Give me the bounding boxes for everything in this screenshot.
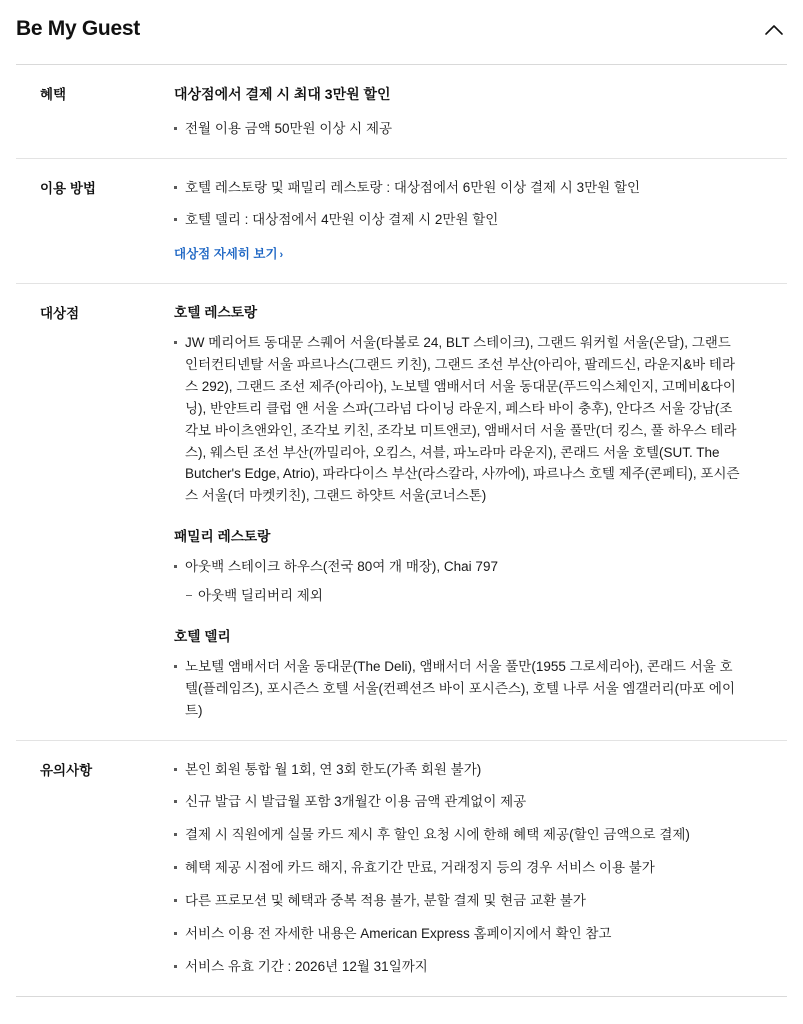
row-body	[174, 177, 787, 266]
table-row-benefit	[16, 65, 787, 159]
table-row-notes	[16, 741, 787, 997]
chevron-right-icon: ›	[279, 249, 284, 262]
notes-list	[174, 759, 741, 978]
section-header	[16, 0, 787, 64]
benefit-list	[174, 118, 741, 140]
list-item: 본인 회원 통합 월 1회, 연 3회 한도(가족 회원 불가)	[174, 759, 741, 781]
table-row-stores	[16, 284, 787, 740]
row-body	[174, 302, 787, 721]
list-item: 혜택 제공 시점에 카드 해지, 유효기간 만료, 거래정지 등의 경우 서비스 이용 불가	[174, 857, 741, 879]
benefit-headline: 대상점에서 결제 시 최대 3만원 할인	[174, 86, 391, 102]
chevron-up-icon[interactable]	[761, 16, 787, 42]
row-body	[174, 759, 787, 978]
list-item: 결제 시 직원에게 실물 카드 제시 후 할인 요청 시에 한해 혜택 제공(할인 금액으로 결제)	[174, 824, 741, 846]
list-item: 노보텔 앰배서더 서울 동대문(The Deli), 앰배서더 서울 풀만(1955 그로세리아), 콘래드 서울 호텔(플레임즈), 포시즌스 호텔 서울(컨펙션즈 바이 포시즌스), 호텔 나루 서울 엠갤러리(마포 에이트)	[174, 656, 741, 722]
list-item: 서비스 이용 전 자세한 내용은 American Express 홈페이지에서 확인 참고	[174, 923, 741, 945]
usage-list	[174, 177, 741, 232]
row-label: 이용 방법	[40, 180, 96, 196]
page-title: Be My Guest	[16, 17, 140, 41]
store-group-list	[174, 656, 741, 722]
store-detail-link[interactable]	[174, 244, 283, 265]
list-item	[174, 556, 741, 606]
list-item-text: 아웃백 스테이크 하우스(전국 80여 개 매장), Chai 797	[185, 559, 498, 575]
store-group-list	[174, 556, 741, 606]
list-item: 신규 발급 시 발급월 포함 3개월간 이용 금액 관계없이 제공	[174, 791, 741, 813]
list-item: 전월 이용 금액 50만원 이상 시 제공	[174, 118, 741, 140]
list-item: 다른 프로모션 및 혜택과 중복 적용 불가, 분할 결제 및 현금 교환 불가	[174, 890, 741, 912]
store-group-list	[174, 332, 741, 507]
benefit-table	[16, 64, 787, 997]
list-item: 호텔 델리 : 대상점에서 4만원 이상 결제 시 2만원 할인	[174, 209, 741, 231]
table-row-usage	[16, 159, 787, 285]
row-label: 유의사항	[40, 762, 93, 778]
store-exclusion-list	[185, 585, 741, 607]
store-group-title: 패밀리 레스토랑	[174, 529, 271, 545]
store-group-title: 호텔 레스토랑	[174, 305, 258, 321]
list-item: JW 메리어트 동대문 스퀘어 서울(타볼로 24, BLT 스테이크), 그랜드 워커힐 서울(온달), 그랜드 인터컨티넨탈 서울 파르나스(그랜드 키친), 그랜드 조선 부산(아리아, 팔레드신, 라운지&바 테라스 292), 그랜드 조선 제주(아리아), 노보텔 앰배서더 서울 동대문(푸드익스체인지, 고메비&다이닝), 반얀트리 클럽 앤 서울 스파(그라넘 다이닝 라운지, 페스타 바이 충후), 안다즈 서울 강남(조각보 바이츠앤와인, 조각보 키친, 조각보 미트앤코), 앰배서더 서울 풀만(더 킹스, 풀 하우스 테라스), 웨스틴 조선 부산(까밀리아, 오킴스, 셔블, 파노라마 라운지), 콘래드 서울 호텔(SUT. The Butcher's Edge, Atrio), 파라다이스 부산(라스칼라, 사까에), 파르나스 호텔 제주(콘페티), 포시즌스 서울(더 마켓키친), 그랜드 하얏트 서울(코너스톤)	[174, 332, 741, 507]
store-detail-link-label: 대상점 자세히 보기	[174, 247, 278, 262]
row-label: 대상점	[40, 306, 80, 322]
store-group-title: 호텔 델리	[174, 628, 231, 644]
row-body	[174, 83, 787, 140]
list-item: 아웃백 딜리버리 제외	[185, 585, 741, 607]
list-item: 서비스 유효 기간 : 2026년 12월 31일까지	[174, 956, 741, 978]
row-label: 혜택	[40, 87, 67, 102]
list-item: 호텔 레스토랑 및 패밀리 레스토랑 : 대상점에서 6만원 이상 결제 시 3만원 할인	[174, 177, 741, 199]
